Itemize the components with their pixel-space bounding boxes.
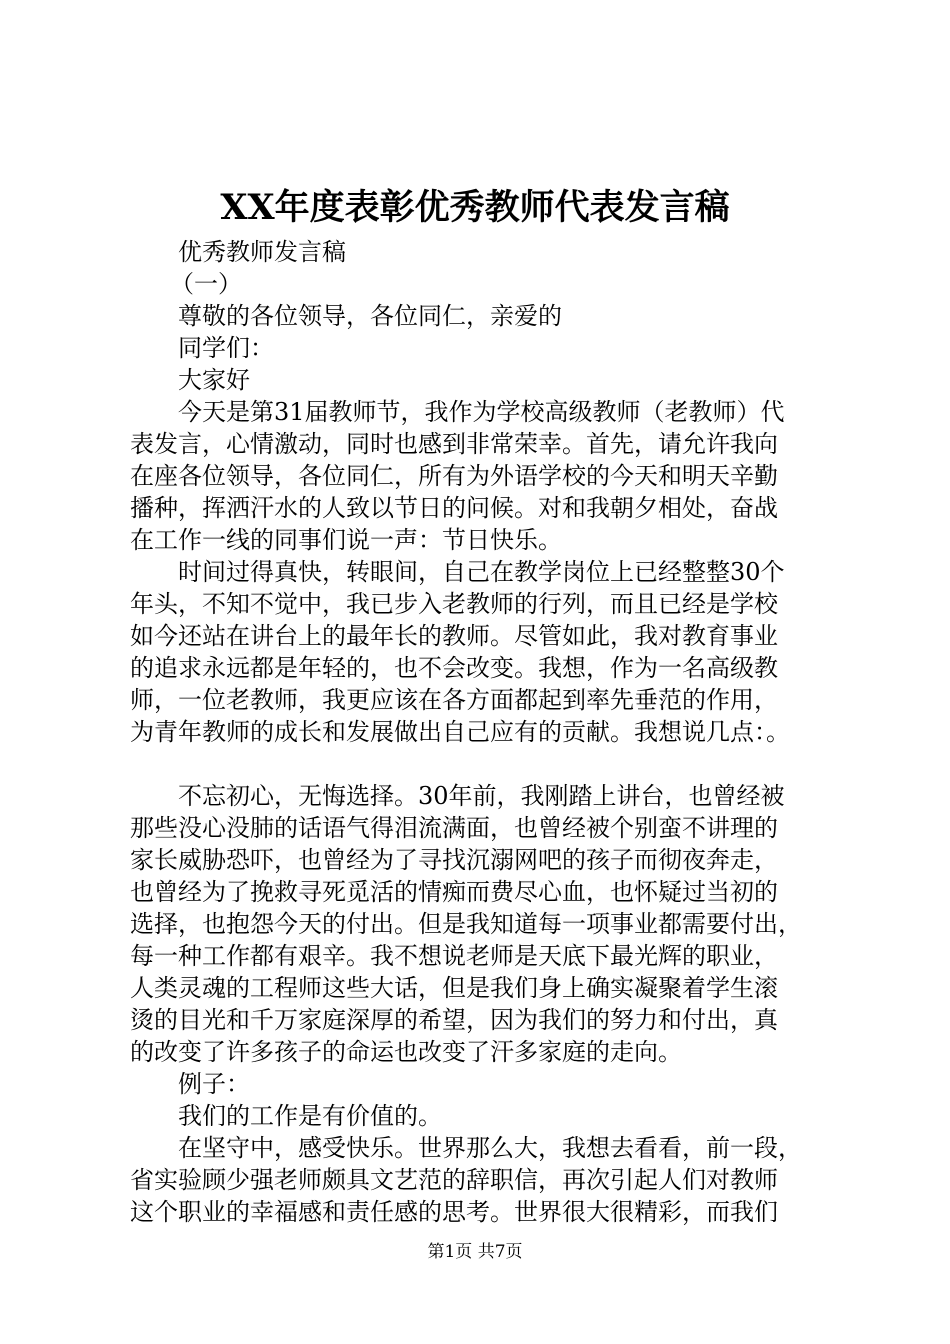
salutation-line: 同学们： bbox=[178, 334, 274, 362]
document-body bbox=[130, 236, 852, 1228]
paragraph-line: 家长威胁恐吓，也曾经为了寻找沉溺网吧的孩子而彻夜奔走， bbox=[130, 846, 778, 874]
paragraph-line: 在坚守中，感受快乐。世界那么大，我想去看看，前一段， bbox=[178, 1134, 802, 1162]
paragraph-line: 播种，挥洒汗水的人致以节日的问候。对和我朝夕相处，奋战 bbox=[130, 494, 778, 522]
page-number-footer: 第1页 共7页 bbox=[427, 1242, 523, 1262]
paragraph-line: 的改变了许多孩子的命运也改变了汗多家庭的走向。 bbox=[130, 1038, 682, 1066]
paragraph-line: 时间过得真快，转眼间，自己在教学岗位上已经整整30个 bbox=[178, 558, 785, 586]
paragraph-line: 人类灵魂的工程师这些大话，但是我们身上确实凝聚着学生滚 bbox=[130, 974, 778, 1002]
paragraph-line: 这个职业的幸福感和责任感的思考。世界很大很精彩，而我们 bbox=[130, 1198, 778, 1226]
paragraph-line: 不忘初心，无悔选择。30年前，我刚踏上讲台，也曾经被 bbox=[178, 782, 785, 810]
paragraph-line: 也曾经为了挽救寻死觅活的情痴而费尽心血，也怀疑过当初的 bbox=[130, 878, 778, 906]
paragraph-line: 烫的目光和千万家庭深厚的希望，因为我们的努力和付出，真 bbox=[130, 1006, 778, 1034]
paragraph-line: 选择，也抱怨今天的付出。但是我知道每一项事业都需要付出， bbox=[130, 910, 802, 938]
paragraph-line: 为青年教师的成长和发展做出自己应有的贡献。我想说几点：。 bbox=[130, 718, 790, 746]
paragraph-line: 在座各位领导，各位同仁，所有为外语学校的今天和明天辛勤 bbox=[130, 462, 778, 490]
section-number-line: （一） bbox=[170, 270, 242, 298]
paragraph-line: 每一种工作都有艰辛。我不想说老师是天底下最光辉的职业， bbox=[130, 942, 778, 970]
document-title: XX年度表彰优秀教师代表发言稿 bbox=[220, 187, 730, 228]
paragraph-line: 那些没心没肺的话语气得泪流满面，也曾经被个别蛮不讲理的 bbox=[130, 814, 778, 842]
paragraph-gap bbox=[130, 748, 852, 780]
paragraph-line: 省实验顾少强老师颇具文艺范的辞职信，再次引起人们对教师 bbox=[130, 1166, 778, 1194]
greeting-line: 大家好 bbox=[178, 366, 250, 394]
salutation-line: 尊敬的各位领导，各位同仁，亲爱的 bbox=[178, 302, 562, 330]
paragraph-line: 表发言，心情激动，同时也感到非常荣幸。首先，请允许我向 bbox=[130, 430, 778, 458]
subtitle-line: 优秀教师发言稿 bbox=[178, 238, 346, 266]
paragraph-line: 的追求永远都是年轻的，也不会改变。我想，作为一名高级教 bbox=[130, 654, 778, 682]
paragraph-line: 例子： bbox=[178, 1070, 250, 1098]
paragraph-line: 师，一位老教师，我更应该在各方面都起到率先垂范的作用， bbox=[130, 686, 778, 714]
paragraph-line: 在工作一线的同事们说一声：节日快乐。 bbox=[130, 526, 562, 554]
paragraph-line: 今天是第31届教师节，我作为学校高级教师（老教师）代 bbox=[178, 398, 785, 426]
paragraph-line: 我们的工作是有价值的。 bbox=[178, 1102, 442, 1130]
paragraph-line: 如今还站在讲台上的最年长的教师。尽管如此，我对教育事业 bbox=[130, 622, 778, 650]
paragraph-line: 年头，不知不觉中，我已步入老教师的行列，而且已经是学校 bbox=[130, 590, 778, 618]
